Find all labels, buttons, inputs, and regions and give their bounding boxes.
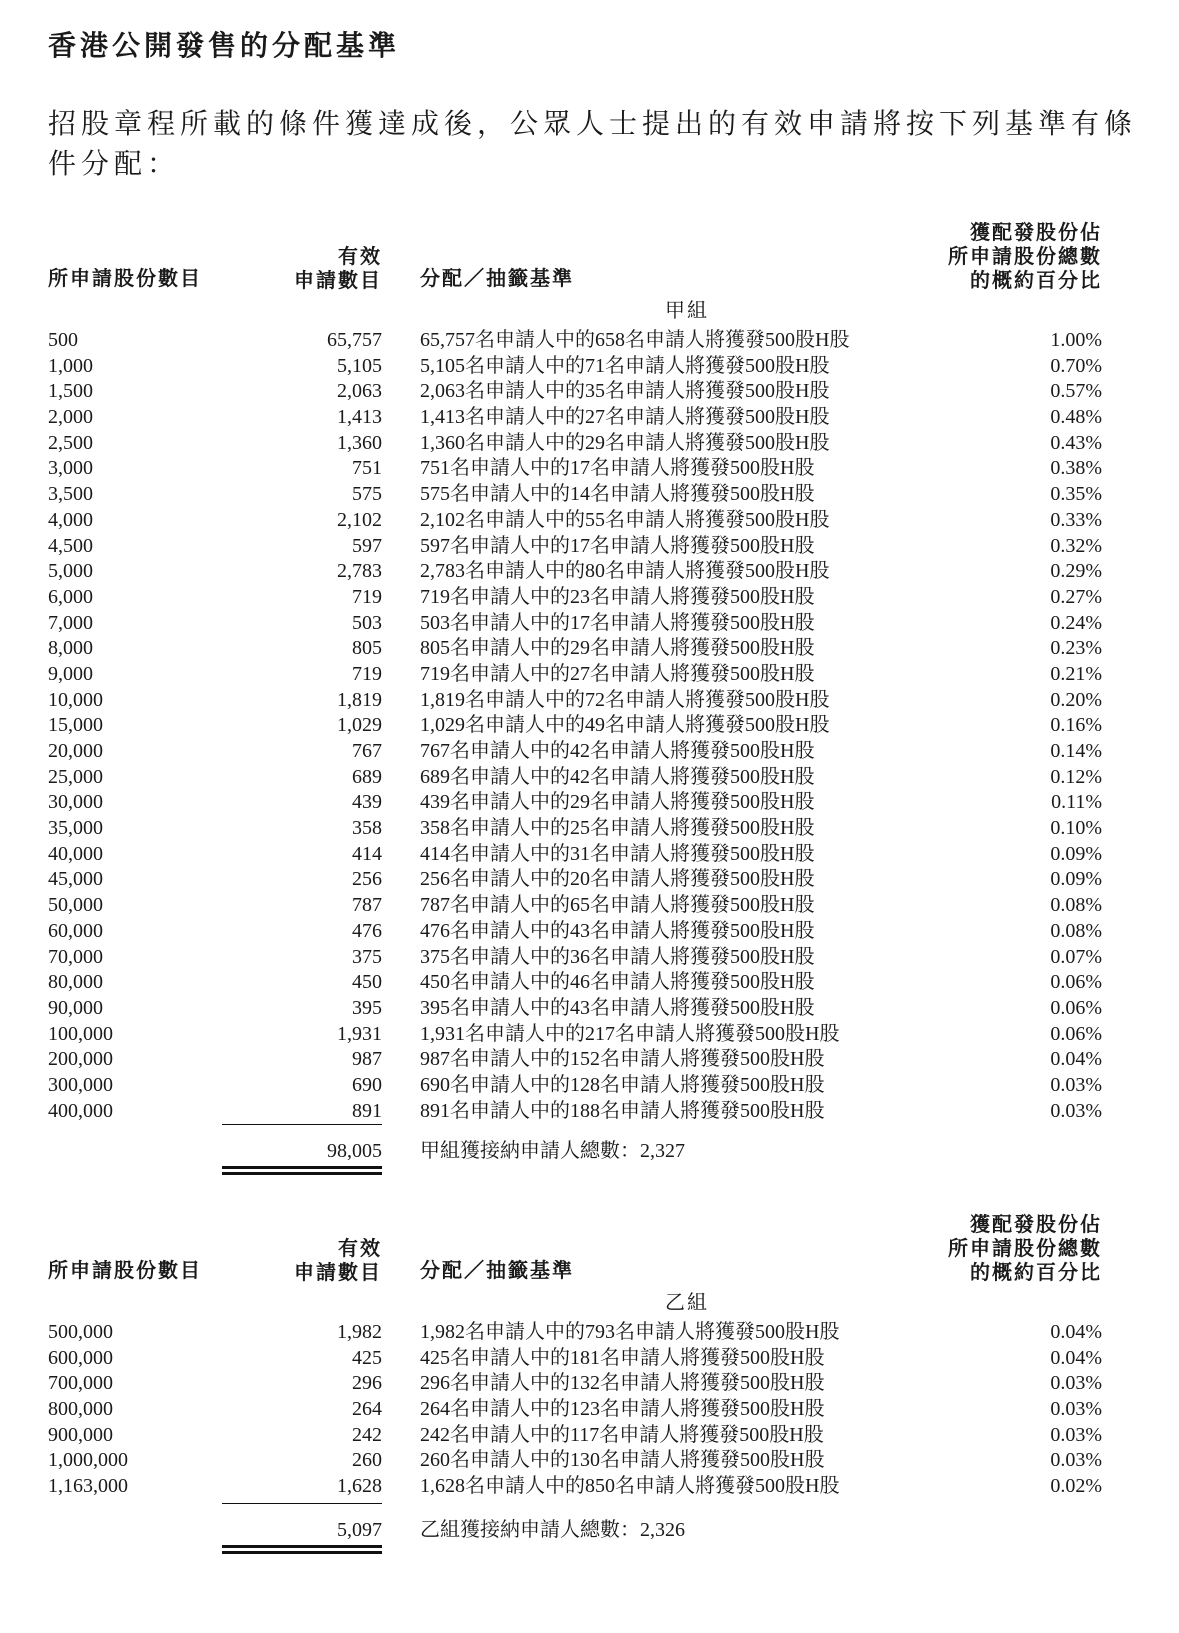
cell-basis: 358名申請人中的25名申請人將獲發500股H股 (420, 817, 815, 840)
cell-basis: 1,931名申請人中的217名申請人將獲發500股H股 (420, 1022, 840, 1045)
cell-pct: 0.03% (1050, 1398, 1102, 1421)
cell-shares: 200,000 (48, 1048, 113, 1071)
group-a-label: 甲組 (665, 298, 709, 322)
group-b-double-rule-top (222, 1545, 382, 1548)
cell-shares: 300,000 (48, 1073, 113, 1096)
cell-basis: 395名申請人中的43名申請人將獲發500股H股 (420, 996, 815, 1019)
cell-pct: 0.09% (1050, 842, 1102, 865)
header-valid: 有效 申請數目 (294, 1236, 382, 1284)
cell-shares: 50,000 (48, 894, 103, 917)
cell-shares: 1,000 (48, 354, 93, 377)
cell-valid: 575 (352, 483, 382, 506)
cell-pct: 0.70% (1050, 354, 1102, 377)
cell-pct: 0.12% (1050, 765, 1102, 788)
cell-pct: 0.10% (1050, 817, 1102, 840)
table-row (0, 662, 1179, 688)
cell-basis: 375名申請人中的36名申請人將獲發500股H股 (420, 945, 815, 968)
cell-valid: 690 (352, 1073, 382, 1096)
table-row (0, 636, 1179, 662)
table-row (0, 816, 1179, 842)
cell-basis: 689名申請人中的42名申請人將獲發500股H股 (420, 765, 815, 788)
cell-basis: 690名申請人中的128名申請人將獲發500股H股 (420, 1073, 825, 1096)
cell-basis: 5,105名申請人中的71名申請人將獲發500股H股 (420, 354, 830, 377)
cell-valid: 987 (352, 1048, 382, 1071)
cell-pct: 0.03% (1050, 1423, 1102, 1446)
cell-basis: 767名申請人中的42名申請人將獲發500股H股 (420, 740, 815, 762)
cell-valid: 439 (352, 791, 382, 814)
table-row (0, 765, 1179, 791)
cell-shares: 8,000 (48, 637, 93, 660)
cell-valid: 358 (352, 817, 382, 840)
cell-pct: 0.06% (1050, 1022, 1102, 1045)
cell-basis: 2,783名申請人中的80名申請人將獲發500股H股 (420, 560, 830, 583)
group-b-total-valid: 5,097 (337, 1519, 382, 1541)
cell-shares: 1,000,000 (48, 1449, 128, 1472)
cell-pct: 0.21% (1050, 662, 1102, 685)
table-row (0, 1022, 1179, 1048)
table-row (0, 790, 1179, 816)
table-row (0, 405, 1179, 431)
cell-valid: 597 (352, 534, 382, 557)
cell-valid: 65,757 (327, 329, 382, 351)
table-row (0, 508, 1179, 534)
cell-pct: 0.23% (1050, 637, 1102, 660)
cell-valid: 767 (352, 740, 382, 762)
cell-basis: 1,982名申請人中的793名申請人將獲發500股H股 (420, 1321, 840, 1343)
cell-valid: 5,105 (337, 354, 382, 377)
table-row (0, 456, 1179, 482)
cell-valid: 1,413 (337, 406, 382, 429)
cell-valid: 503 (352, 611, 382, 634)
cell-shares: 5,000 (48, 560, 93, 583)
cell-basis: 2,063名申請人中的35名申請人將獲發500股H股 (420, 380, 830, 403)
cell-basis: 450名申請人中的46名申請人將獲發500股H股 (420, 971, 815, 994)
cell-valid: 2,102 (337, 508, 382, 531)
table-row (0, 688, 1179, 714)
group-a-total-valid: 98,005 (327, 1140, 382, 1162)
cell-basis: 260名申請人中的130名申請人將獲發500股H股 (420, 1449, 825, 1472)
cell-pct: 0.04% (1050, 1321, 1102, 1343)
cell-valid: 1,628 (337, 1475, 382, 1498)
cell-basis: 719名申請人中的27名申請人將獲發500股H股 (420, 662, 815, 685)
cell-shares: 4,000 (48, 508, 93, 531)
cell-valid: 2,783 (337, 560, 382, 583)
cell-valid: 296 (352, 1372, 382, 1395)
cell-valid: 891 (352, 1099, 382, 1122)
table-row (0, 482, 1179, 508)
table-row (0, 867, 1179, 893)
cell-pct: 0.11% (1051, 791, 1102, 814)
cell-basis: 65,757名申請人中的658名申請人將獲發500股H股 (420, 329, 850, 351)
cell-shares: 7,000 (48, 611, 93, 634)
cell-shares: 60,000 (48, 919, 103, 942)
cell-valid: 450 (352, 971, 382, 994)
header-shares: 所申請股份數目 (48, 1258, 202, 1282)
cell-basis: 805名申請人中的29名申請人將獲發500股H股 (420, 637, 815, 660)
table-row (0, 585, 1179, 611)
cell-basis: 1,628名申請人中的850名申請人將獲發500股H股 (420, 1475, 840, 1498)
group-b-rows (0, 1320, 1179, 1500)
table-row (0, 611, 1179, 637)
cell-valid: 242 (352, 1423, 382, 1446)
cell-basis: 1,360名申請人中的29名申請人將獲發500股H股 (420, 431, 830, 454)
table-row (0, 893, 1179, 919)
header-shares: 所申請股份數目 (48, 266, 202, 290)
cell-valid: 425 (352, 1346, 382, 1369)
table-row (0, 945, 1179, 971)
cell-pct: 0.04% (1050, 1346, 1102, 1369)
cell-basis: 1,029名申請人中的49名申請人將獲發500股H股 (420, 714, 830, 737)
cell-valid: 264 (352, 1398, 382, 1421)
group-a-total-text: 甲組獲接納申請人總數：2,327 (420, 1140, 685, 1162)
table-row (0, 1423, 1179, 1449)
table-row (0, 1474, 1179, 1500)
table-row (0, 1448, 1179, 1474)
table-row (0, 1047, 1179, 1073)
cell-shares: 35,000 (48, 817, 103, 840)
cell-pct: 0.14% (1050, 740, 1102, 762)
cell-valid: 1,819 (337, 688, 382, 711)
cell-shares: 2,500 (48, 431, 93, 454)
cell-valid: 1,029 (337, 714, 382, 737)
cell-shares: 3,500 (48, 483, 93, 506)
cell-pct: 0.08% (1050, 894, 1102, 917)
cell-valid: 1,360 (337, 431, 382, 454)
cell-pct: 0.06% (1050, 971, 1102, 994)
cell-basis: 891名申請人中的188名申請人將獲發500股H股 (420, 1099, 825, 1122)
cell-basis: 296名申請人中的132名申請人將獲發500股H股 (420, 1372, 825, 1395)
group-b-double-rule-bottom (222, 1551, 382, 1554)
table-row (0, 996, 1179, 1022)
cell-shares: 70,000 (48, 945, 103, 968)
cell-pct: 0.48% (1050, 406, 1102, 429)
cell-basis: 425名申請人中的181名申請人將獲發500股H股 (420, 1346, 825, 1369)
cell-shares: 3,000 (48, 457, 93, 480)
cell-shares: 40,000 (48, 842, 103, 865)
cell-pct: 0.09% (1050, 868, 1102, 891)
cell-basis: 597名申請人中的17名申請人將獲發500股H股 (420, 534, 815, 557)
cell-pct: 0.03% (1050, 1449, 1102, 1472)
table-header-group-a (0, 214, 1179, 324)
cell-shares: 100,000 (48, 1022, 113, 1045)
table-row (0, 713, 1179, 739)
cell-valid: 1,931 (337, 1022, 382, 1045)
cell-pct: 0.02% (1050, 1475, 1102, 1498)
table-row (0, 1397, 1179, 1423)
table-row (0, 379, 1179, 405)
group-b-label: 乙組 (665, 1290, 709, 1314)
cell-basis: 751名申請人中的17名申請人將獲發500股H股 (420, 457, 815, 480)
cell-valid: 256 (352, 868, 382, 891)
intro-paragraph: 招股章程所載的條件獲達成後，公眾人士提出的有效申請將按下列基準有條件分配： (48, 107, 1138, 180)
cell-basis: 242名申請人中的117名申請人將獲發500股H股 (420, 1423, 824, 1446)
cell-shares: 25,000 (48, 765, 103, 788)
cell-pct: 0.57% (1050, 380, 1102, 403)
header-pct: 獲配發股份佔 所申請股份總數 的概約百分比 (948, 1212, 1102, 1284)
cell-pct: 0.38% (1050, 457, 1102, 480)
cell-basis: 719名申請人中的23名申請人將獲發500股H股 (420, 585, 815, 608)
group-a-rows (0, 328, 1179, 1124)
cell-valid: 719 (352, 585, 382, 608)
cell-valid: 414 (352, 842, 382, 865)
cell-basis: 476名申請人中的43名申請人將獲發500股H股 (420, 919, 815, 942)
cell-valid: 719 (352, 662, 382, 685)
cell-basis: 2,102名申請人中的55名申請人將獲發500股H股 (420, 508, 830, 531)
cell-pct: 0.16% (1050, 714, 1102, 737)
cell-shares: 500,000 (48, 1321, 113, 1343)
header-pct: 獲配發股份佔 所申請股份總數 的概約百分比 (948, 220, 1102, 292)
cell-shares: 9,000 (48, 662, 93, 685)
cell-pct: 0.03% (1050, 1073, 1102, 1096)
group-a-double-rule-bottom (222, 1172, 382, 1175)
cell-pct: 0.03% (1050, 1372, 1102, 1395)
cell-shares: 90,000 (48, 996, 103, 1019)
cell-shares: 500 (48, 329, 78, 351)
cell-shares: 800,000 (48, 1398, 113, 1421)
cell-shares: 700,000 (48, 1372, 113, 1395)
cell-shares: 900,000 (48, 1423, 113, 1446)
table-row (0, 1346, 1179, 1372)
cell-basis: 439名申請人中的29名申請人將獲發500股H股 (420, 791, 815, 814)
cell-shares: 600,000 (48, 1346, 113, 1369)
table-row (0, 534, 1179, 560)
cell-pct: 0.33% (1050, 508, 1102, 531)
group-a-double-rule-top (222, 1166, 382, 1169)
cell-pct: 0.35% (1050, 483, 1102, 506)
cell-shares: 6,000 (48, 585, 93, 608)
cell-basis: 503名申請人中的17名申請人將獲發500股H股 (420, 611, 815, 634)
cell-pct: 0.43% (1050, 431, 1102, 454)
table-row (0, 739, 1179, 765)
table-row (0, 842, 1179, 868)
cell-basis: 575名申請人中的14名申請人將獲發500股H股 (420, 483, 815, 506)
cell-basis: 787名申請人中的65名申請人將獲發500股H股 (420, 894, 815, 917)
header-basis: 分配／抽籤基準 (420, 1258, 574, 1282)
table-row (0, 328, 1179, 354)
page-title: 香港公開發售的分配基準 (48, 29, 401, 62)
cell-shares: 2,000 (48, 406, 93, 429)
cell-pct: 0.32% (1050, 534, 1102, 557)
cell-pct: 1.00% (1050, 329, 1102, 351)
cell-shares: 1,163,000 (48, 1475, 128, 1498)
cell-basis: 256名申請人中的20名申請人將獲發500股H股 (420, 868, 815, 891)
cell-valid: 1,982 (337, 1321, 382, 1343)
table-row (0, 970, 1179, 996)
cell-shares: 4,500 (48, 534, 93, 557)
cell-pct: 0.04% (1050, 1048, 1102, 1071)
cell-pct: 0.29% (1050, 560, 1102, 583)
cell-shares: 80,000 (48, 971, 103, 994)
cell-valid: 787 (352, 894, 382, 917)
cell-shares: 15,000 (48, 714, 103, 737)
cell-shares: 10,000 (48, 688, 103, 711)
cell-basis: 1,819名申請人中的72名申請人將獲發500股H股 (420, 688, 830, 711)
cell-valid: 260 (352, 1449, 382, 1472)
table-row (0, 1320, 1179, 1346)
table-row (0, 919, 1179, 945)
cell-valid: 2,063 (337, 380, 382, 403)
cell-valid: 805 (352, 637, 382, 660)
header-valid: 有效 申請數目 (294, 244, 382, 292)
cell-pct: 0.27% (1050, 585, 1102, 608)
table-row (0, 559, 1179, 585)
table-row (0, 1371, 1179, 1397)
cell-valid: 395 (352, 996, 382, 1019)
cell-valid: 689 (352, 765, 382, 788)
table-header-group-b (0, 1206, 1179, 1316)
cell-shares: 20,000 (48, 740, 103, 762)
cell-pct: 0.20% (1050, 688, 1102, 711)
group-b-subtotal-rule (222, 1503, 382, 1504)
table-row (0, 1099, 1179, 1125)
cell-basis: 1,413名申請人中的27名申請人將獲發500股H股 (420, 406, 830, 429)
table-row (0, 431, 1179, 457)
cell-shares: 45,000 (48, 868, 103, 891)
cell-shares: 30,000 (48, 791, 103, 814)
cell-basis: 264名申請人中的123名申請人將獲發500股H股 (420, 1398, 825, 1421)
cell-shares: 400,000 (48, 1099, 113, 1122)
cell-valid: 476 (352, 919, 382, 942)
cell-valid: 751 (352, 457, 382, 480)
group-a-subtotal-rule (222, 1124, 382, 1125)
cell-shares: 1,500 (48, 380, 93, 403)
header-basis: 分配／抽籤基準 (420, 266, 574, 290)
cell-pct: 0.08% (1050, 919, 1102, 942)
cell-basis: 987名申請人中的152名申請人將獲發500股H股 (420, 1048, 825, 1071)
table-row (0, 354, 1179, 380)
cell-basis: 414名申請人中的31名申請人將獲發500股H股 (420, 842, 815, 865)
cell-pct: 0.06% (1050, 996, 1102, 1019)
cell-pct: 0.03% (1050, 1099, 1102, 1122)
cell-pct: 0.24% (1050, 611, 1102, 634)
cell-valid: 375 (352, 945, 382, 968)
cell-pct: 0.07% (1050, 945, 1102, 968)
group-b-total-text: 乙組獲接納申請人總數：2,326 (420, 1519, 685, 1541)
table-row (0, 1073, 1179, 1099)
